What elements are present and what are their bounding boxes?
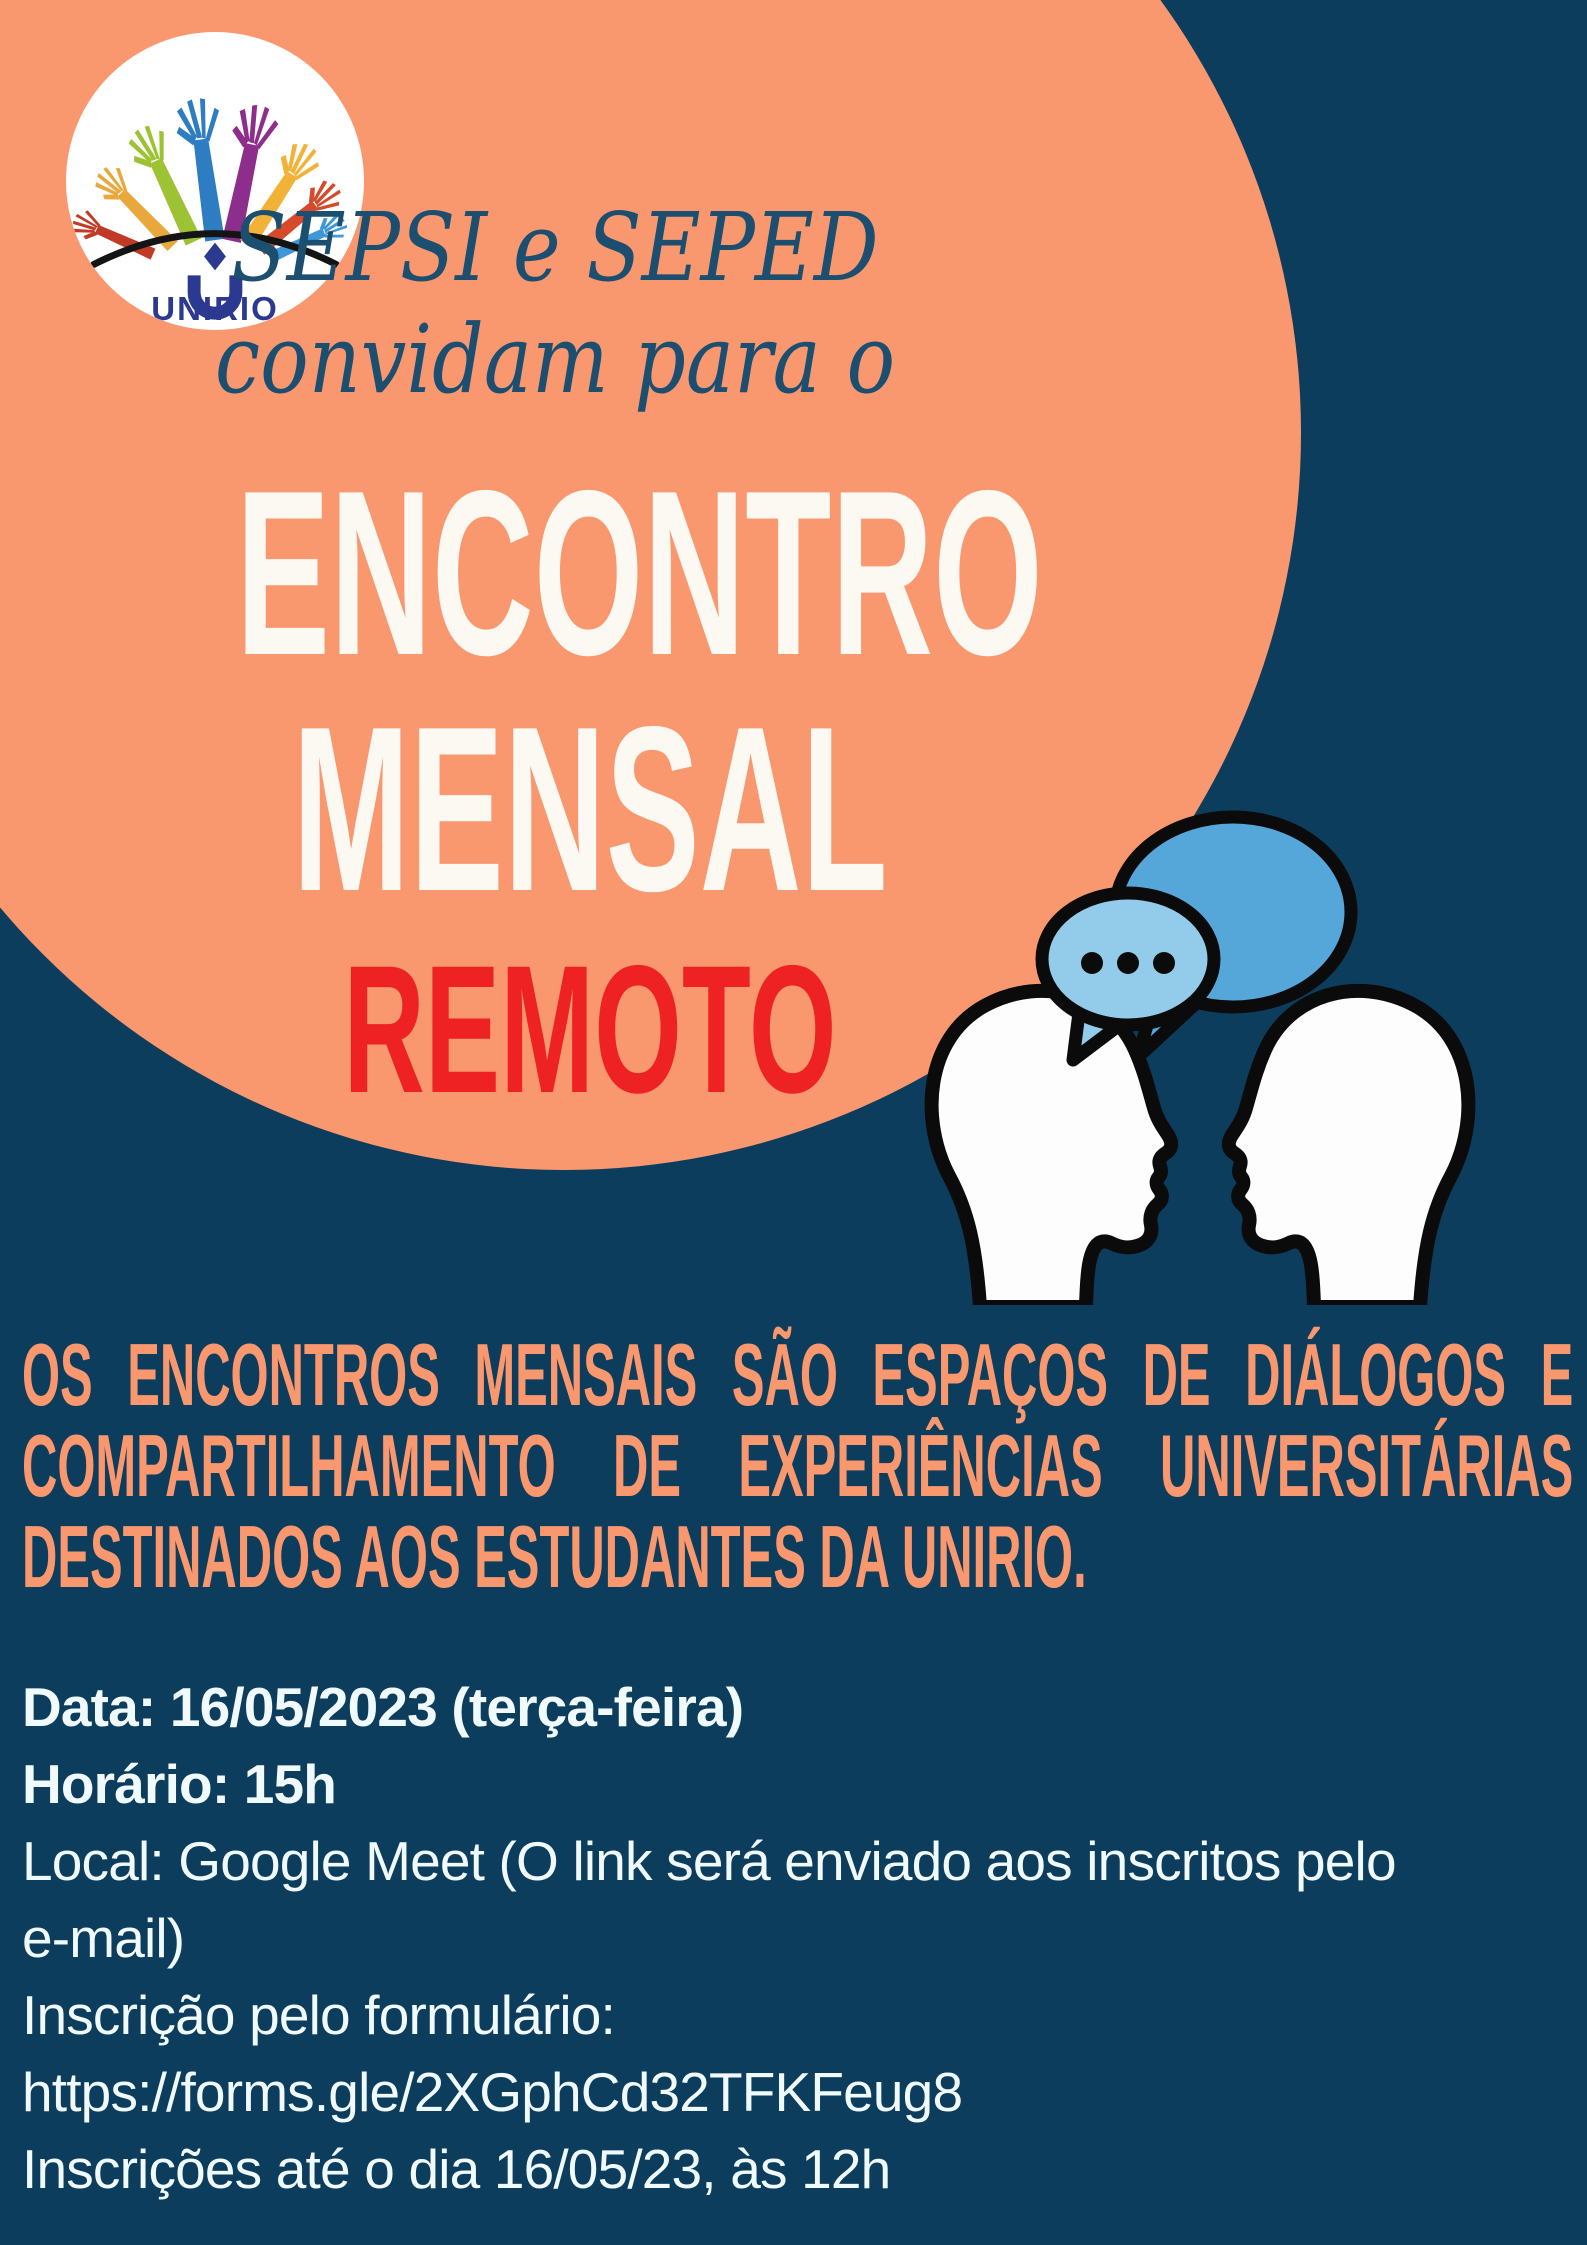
invite-heading: [130, 192, 980, 416]
title-line-encontro: ENCONTRO: [236, 441, 1043, 704]
invite-line-2: convidam para o: [214, 305, 896, 415]
invite-line-1: SEPSI e SEPED: [231, 193, 879, 303]
intro-paragraph: [22, 1325, 1574, 1606]
title-remoto: REMOTO: [343, 927, 837, 1131]
body-line-3: DESTINADOS AOS ESTUDANTES DA UNIRIO.: [22, 1507, 1087, 1606]
event-date: Data: 16/05/2023 (terça-feira): [22, 1676, 744, 1738]
unirio-wordmark: UNIRIO: [151, 290, 279, 327]
event-location-line-1: Local: Google Meet (O link será enviado aos inscritos pelo: [22, 1830, 1396, 1892]
left-head-silhouette: [932, 991, 1172, 1305]
event-title: [236, 441, 1043, 940]
body-line-2: COMPARTILHAMENTO DE EXPERIÊNCIAS UNIVERSITÁRIAS: [22, 1416, 1574, 1515]
form-label: Inscrição pelo formulário:: [22, 1984, 615, 2046]
event-details: [22, 1669, 1582, 2208]
title-line-mensal: MENSAL: [292, 677, 888, 940]
form-url: https://forms.gle/2XGphCd32TFKFeug8: [22, 2061, 963, 2123]
body-line-1: OS ENCONTROS MENSAIS SÃO ESPAÇOS DE DIÁLOGOS E: [22, 1325, 1574, 1424]
event-location-line-2: e-mail): [22, 1907, 185, 1969]
conversation-illustration: [880, 795, 1520, 1305]
right-head-silhouette: [1229, 991, 1469, 1305]
registration-deadline: Inscrições até o dia 16/05/23, às 12h: [22, 2138, 891, 2200]
event-time: Horário: 15h: [22, 1753, 337, 1815]
typing-dots-icon: [1081, 952, 1175, 974]
